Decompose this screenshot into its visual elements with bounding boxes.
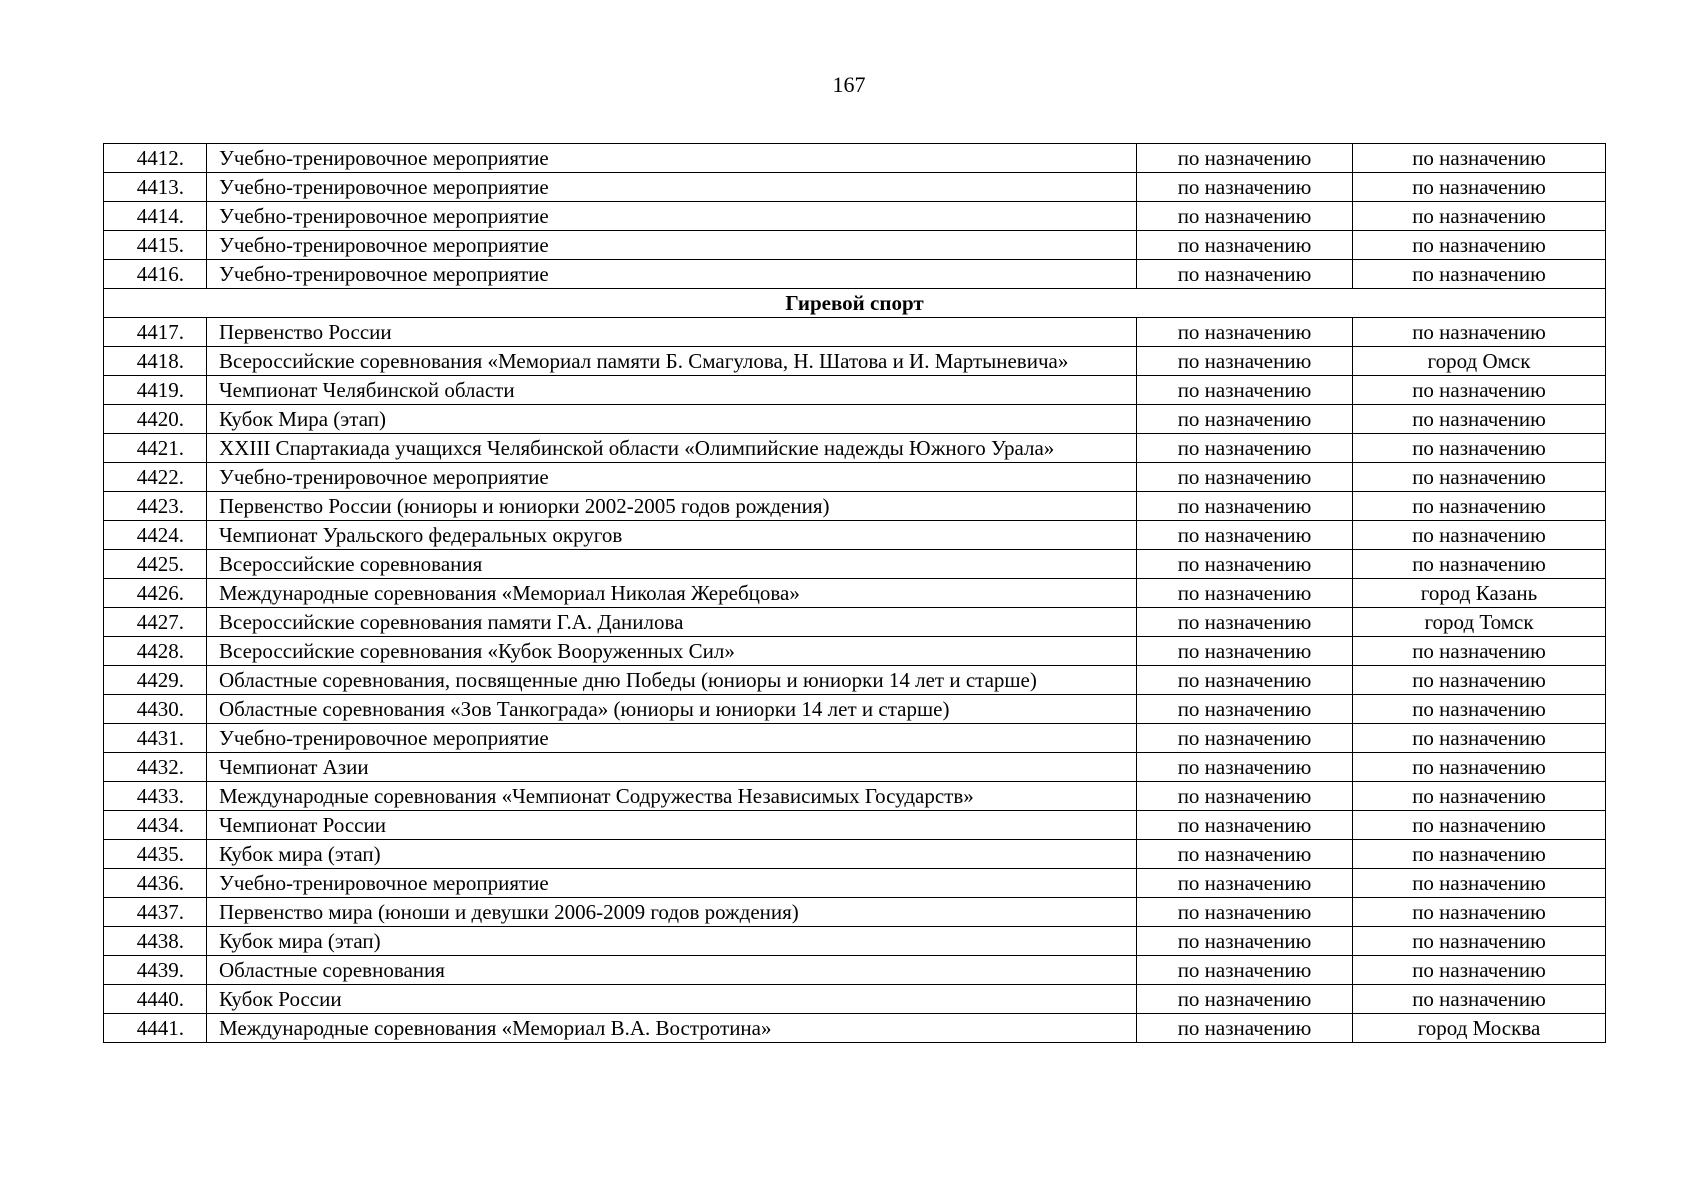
events-table [103,143,1606,1043]
event-place: по назначению [1353,492,1606,521]
table-row [104,927,1606,956]
event-number: 4431. [104,724,207,753]
event-date: по назначению [1137,231,1353,260]
event-date: по назначению [1137,898,1353,927]
event-name: Чемпионат Челябинской области [207,376,1137,405]
event-place: город Томск [1353,608,1606,637]
event-date: по назначению [1137,434,1353,463]
event-number: 4414. [104,202,207,231]
event-date: по назначению [1137,521,1353,550]
event-date: по назначению [1137,405,1353,434]
event-number: 4420. [104,405,207,434]
event-date: по назначению [1137,782,1353,811]
event-number: 4441. [104,1014,207,1043]
event-date: по назначению [1137,840,1353,869]
event-number: 4434. [104,811,207,840]
event-place: по назначению [1353,753,1606,782]
event-date: по назначению [1137,260,1353,289]
event-name: Первенство России [207,318,1137,347]
event-name: Первенство мира (юноши и девушки 2006-2009 годов рождения) [207,898,1137,927]
event-date: по назначению [1137,927,1353,956]
event-name: Кубок России [207,985,1137,1014]
table-row [104,753,1606,782]
table-row [104,318,1606,347]
event-name: Международные соревнования «Чемпионат Содружества Независимых Государств» [207,782,1137,811]
event-place: по назначению [1353,521,1606,550]
event-name: Учебно-тренировочное мероприятие [207,144,1137,173]
event-name: Областные соревнования [207,956,1137,985]
table-row [104,405,1606,434]
event-name: Кубок Мира (этап) [207,405,1137,434]
event-number: 4435. [104,840,207,869]
event-place: город Казань [1353,579,1606,608]
event-place: по назначению [1353,898,1606,927]
table-row [104,637,1606,666]
table-row [104,782,1606,811]
event-date: по назначению [1137,376,1353,405]
event-number: 4429. [104,666,207,695]
event-date: по назначению [1137,666,1353,695]
section-header-row [104,289,1606,318]
event-number: 4419. [104,376,207,405]
page-number: 167 [832,72,866,97]
event-number: 4437. [104,898,207,927]
event-place: по назначению [1353,985,1606,1014]
event-place: по назначению [1353,434,1606,463]
table-row [104,144,1606,173]
event-number: 4417. [104,318,207,347]
event-name: Учебно-тренировочное мероприятие [207,724,1137,753]
event-date: по назначению [1137,347,1353,376]
event-number: 4424. [104,521,207,550]
event-date: по назначению [1137,463,1353,492]
event-number: 4432. [104,753,207,782]
table-row [104,463,1606,492]
event-date: по назначению [1137,724,1353,753]
event-date: по назначению [1137,985,1353,1014]
event-number: 4439. [104,956,207,985]
table-row [104,260,1606,289]
event-date: по назначению [1137,869,1353,898]
section-title: Гиревой спорт [104,289,1606,318]
event-date: по назначению [1137,579,1353,608]
event-name: Чемпионат Азии [207,753,1137,782]
event-date: по назначению [1137,202,1353,231]
event-name: XXIII Спартакиада учащихся Челябинской области «Олимпийские надежды Южного Урала» [207,434,1137,463]
event-name: Всероссийские соревнования памяти Г.А. Данилова [207,608,1137,637]
event-place: по назначению [1353,840,1606,869]
event-place: город Москва [1353,1014,1606,1043]
events-table-body [104,144,1606,1043]
table-row [104,811,1606,840]
table-row [104,347,1606,376]
table-row [104,579,1606,608]
event-number: 4423. [104,492,207,521]
event-name: Всероссийские соревнования «Мемориал памяти Б. Смагулова, Н. Шатова и И. Мартыневича» [207,347,1137,376]
event-place: по назначению [1353,956,1606,985]
event-number: 4426. [104,579,207,608]
event-name: Учебно-тренировочное мероприятие [207,869,1137,898]
table-row [104,666,1606,695]
event-date: по назначению [1137,956,1353,985]
event-number: 4416. [104,260,207,289]
event-number: 4413. [104,173,207,202]
table-row [104,840,1606,869]
table-row [104,173,1606,202]
event-number: 4427. [104,608,207,637]
event-date: по назначению [1137,608,1353,637]
event-name: Учебно-тренировочное мероприятие [207,260,1137,289]
event-place: по назначению [1353,550,1606,579]
table-row [104,202,1606,231]
event-place: по назначению [1353,811,1606,840]
event-name: Кубок мира (этап) [207,840,1137,869]
event-name: Кубок мира (этап) [207,927,1137,956]
event-place: по назначению [1353,637,1606,666]
event-number: 4421. [104,434,207,463]
event-place: по назначению [1353,869,1606,898]
table-row [104,231,1606,260]
event-number: 4415. [104,231,207,260]
event-place: по назначению [1353,782,1606,811]
table-row [104,985,1606,1014]
event-name: Чемпионат Уральского федеральных округов [207,521,1137,550]
event-name: Чемпионат России [207,811,1137,840]
event-date: по назначению [1137,173,1353,202]
event-name: Учебно-тренировочное мероприятие [207,173,1137,202]
event-place: по назначению [1353,202,1606,231]
table-row [104,724,1606,753]
table-row [104,956,1606,985]
event-name: Международные соревнования «Мемориал В.А. Востротина» [207,1014,1137,1043]
table-row [104,376,1606,405]
event-name: Всероссийские соревнования [207,550,1137,579]
event-date: по назначению [1137,492,1353,521]
event-number: 4436. [104,869,207,898]
event-name: Учебно-тренировочное мероприятие [207,202,1137,231]
event-name: Международные соревнования «Мемориал Николая Жеребцова» [207,579,1137,608]
event-date: по назначению [1137,811,1353,840]
event-date: по назначению [1137,318,1353,347]
event-name: Учебно-тренировочное мероприятие [207,231,1137,260]
event-place: по назначению [1353,376,1606,405]
event-date: по назначению [1137,550,1353,579]
event-place: по назначению [1353,927,1606,956]
event-place: по назначению [1353,318,1606,347]
event-date: по назначению [1137,144,1353,173]
table-row [104,521,1606,550]
event-name: Первенство России (юниоры и юниорки 2002-2005 годов рождения) [207,492,1137,521]
event-place: по назначению [1353,666,1606,695]
event-number: 4440. [104,985,207,1014]
event-number: 4418. [104,347,207,376]
table-row [104,1014,1606,1043]
event-number: 4428. [104,637,207,666]
event-date: по назначению [1137,1014,1353,1043]
table-row [104,434,1606,463]
event-place: по назначению [1353,405,1606,434]
event-number: 4412. [104,144,207,173]
event-place: по назначению [1353,231,1606,260]
event-place: по назначению [1353,260,1606,289]
event-number: 4422. [104,463,207,492]
event-place: по назначению [1353,695,1606,724]
table-row [104,550,1606,579]
event-date: по назначению [1137,695,1353,724]
event-number: 4430. [104,695,207,724]
event-place: город Омск [1353,347,1606,376]
event-date: по назначению [1137,637,1353,666]
event-date: по назначению [1137,753,1353,782]
table-row [104,869,1606,898]
table-row [104,608,1606,637]
event-number: 4425. [104,550,207,579]
table-row [104,492,1606,521]
event-name: Областные соревнования, посвященные дню Победы (юниоры и юниорки 14 лет и старше) [207,666,1137,695]
table-row [104,695,1606,724]
event-name: Областные соревнования «Зов Танкограда» (юниоры и юниорки 14 лет и старше) [207,695,1137,724]
event-name: Всероссийские соревнования «Кубок Вооруженных Сил» [207,637,1137,666]
event-place: по назначению [1353,144,1606,173]
event-name: Учебно-тренировочное мероприятие [207,463,1137,492]
table-row [104,898,1606,927]
event-place: по назначению [1353,724,1606,753]
event-number: 4438. [104,927,207,956]
event-place: по назначению [1353,463,1606,492]
event-number: 4433. [104,782,207,811]
event-place: по назначению [1353,173,1606,202]
